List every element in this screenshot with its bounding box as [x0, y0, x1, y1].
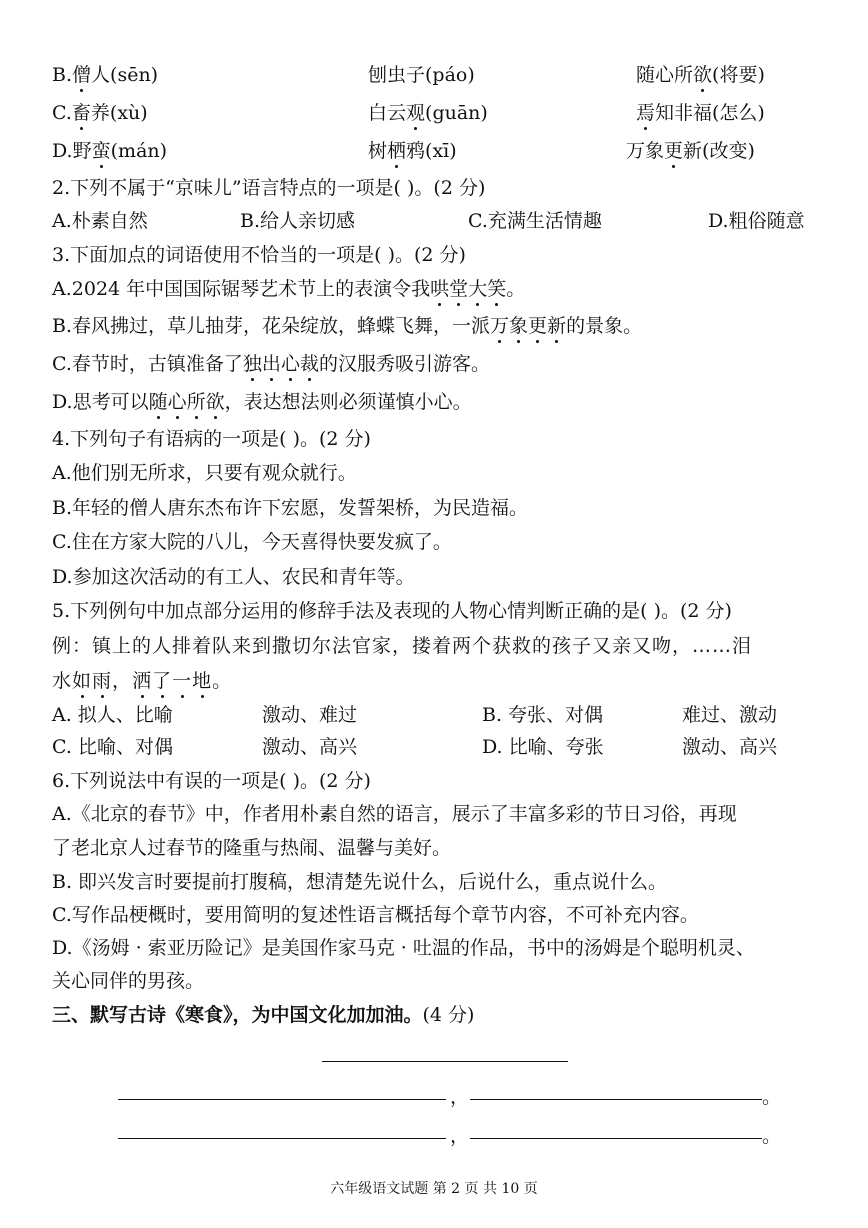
q4-option-b: B.年轻的僧人唐东杰布许下宏愿，发誓架桥，为民造福。	[52, 497, 529, 519]
q4-stem: 4.下列句子有语病的一项是( )。(2 分)	[52, 428, 371, 450]
q5-option-d-mood: 激动、高兴	[682, 736, 778, 758]
q5-option-d: D. 比喻、夸张	[482, 736, 604, 758]
q3-stem: 3.下面加点的词语使用不恰当的一项是( )。(2 分)	[52, 244, 466, 266]
poem-line-1b-blank[interactable]	[470, 1099, 762, 1100]
q4-option-a: A.他们别无所求，只要有观众就行。	[52, 462, 357, 484]
q1-option-c-3: 焉知非福(怎么)	[636, 102, 765, 124]
q1-option-d-2: 树栖鸦(xī)	[368, 140, 457, 162]
poem-line-2b-blank[interactable]	[470, 1138, 762, 1139]
q1-option-c-1: C.畜养(xù)	[52, 102, 148, 124]
poem-comma-2: ，	[450, 1125, 470, 1147]
q5-option-b-mood: 难过、激动	[682, 704, 778, 726]
q1-option-d-1: D.野蛮(mán)	[52, 140, 168, 162]
q1-option-b-3: 随心所欲(将要)	[636, 64, 765, 86]
q5-option-a-mood: 激动、难过	[262, 704, 358, 726]
q1-option-b-1: B.僧人(sēn)	[52, 64, 159, 86]
q1-option-b-2: 刨虫子(páo)	[368, 64, 475, 86]
q5-example-line-2: 水如雨，洒了一地。	[52, 670, 233, 692]
q2-stem: 2.下列不属于“京味儿”语言特点的一项是( )。(2 分)	[52, 177, 486, 199]
q3-option-b: B.春风拂过，草儿抽芽，花朵绽放，蜂蝶飞舞，一派万象更新的景象。	[52, 315, 643, 337]
poem-comma-1: ，	[450, 1086, 470, 1108]
poem-period-1: 。	[762, 1086, 782, 1108]
q1-option-c-2: 白云观(guān)	[368, 102, 488, 124]
q3-option-a: A.2024 年中国国际锯琴艺术节上的表演令我哄堂大笑。	[52, 278, 526, 300]
q5-option-c-mood: 激动、高兴	[262, 736, 358, 758]
section-3-heading: 三、默写古诗《寒食》，为中国文化加加油。(4 分)	[52, 1004, 475, 1026]
q2-option-a: A.朴素自然	[52, 210, 148, 232]
poem-title-blank[interactable]	[322, 1061, 568, 1062]
q1-option-d-3: 万象更新(改变)	[626, 140, 755, 162]
q2-option-c: C.充满生活情趣	[468, 210, 602, 232]
q4-option-c: C.住在方家大院的八儿，今天喜得快要发疯了。	[52, 531, 452, 553]
q6-option-c: C.写作品梗概时，要用简明的复述性语言概括每个章节内容，不可补充内容。	[52, 904, 699, 926]
q6-option-b: B. 即兴发言时要提前打腹稿，想清楚先说什么，后说什么，重点说什么。	[52, 871, 668, 893]
poem-line-1a-blank[interactable]	[118, 1099, 446, 1100]
q5-option-a: A. 拟人、比喻	[52, 704, 173, 726]
q5-option-b: B. 夸张、对偶	[482, 704, 604, 726]
poem-line-2a-blank[interactable]	[118, 1138, 446, 1139]
q3-option-c: C.春节时，古镇准备了独出心裁的汉服秀吸引游客。	[52, 353, 490, 375]
q6-option-d-line-1: D.《汤姆 · 索亚历险记》是美国作家马克 · 吐温的作品，书中的汤姆是个聪明机灵、	[52, 937, 755, 959]
q6-option-a-line-2: 了老北京人过春节的隆重与热闹、温馨与美好。	[52, 837, 452, 859]
q3-option-d: D.思考可以随心所欲，表达想法则必须谨慎小心。	[52, 391, 472, 413]
q5-stem: 5.下列例句中加点部分运用的修辞手法及表现的人物心情判断正确的是( )。(2 分)	[52, 600, 732, 622]
q5-example-line-1: 例：镇上的人排着队来到撒切尔法官家，搂着两个获救的孩子又亲又吻，……泪	[52, 635, 753, 657]
q2-option-d: D.粗俗随意	[708, 210, 805, 232]
page-footer: 六年级语文试题 第 2 页 共 10 页	[330, 1181, 538, 1197]
q5-option-c: C. 比喻、对偶	[52, 736, 173, 758]
q6-stem: 6.下列说法中有误的一项是( )。(2 分)	[52, 770, 371, 792]
poem-period-2: 。	[762, 1125, 782, 1147]
q2-option-b: B.给人亲切感	[240, 210, 356, 232]
q6-option-d-line-2: 关心同伴的男孩。	[52, 970, 205, 992]
q6-option-a-line-1: A.《北京的春节》中，作者用朴素自然的语言，展示了丰富多彩的节日习俗，再现	[52, 803, 737, 825]
q4-option-d: D.参加这次活动的有工人、农民和青年等。	[52, 566, 415, 588]
